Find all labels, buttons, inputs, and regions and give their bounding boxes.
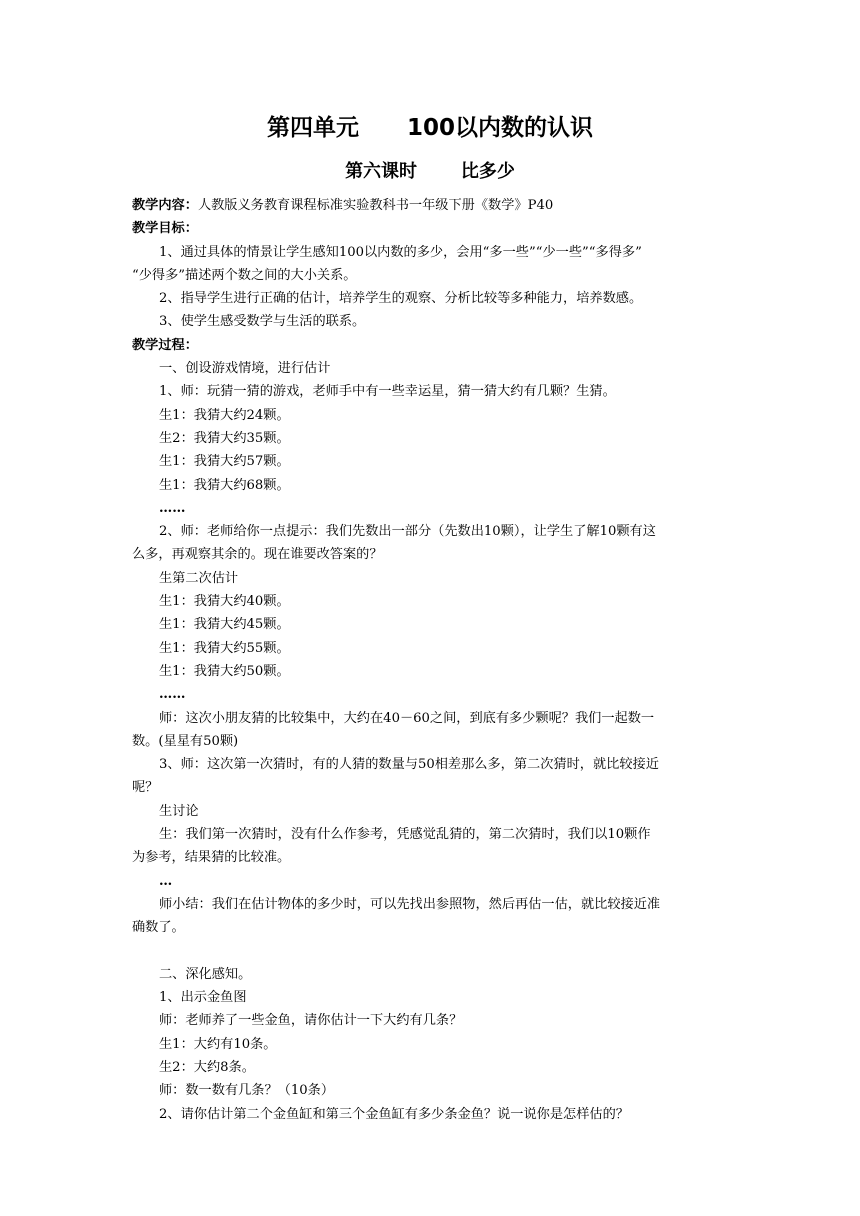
goal-1-line-2: “少得多”描述两个数之间的大小关系。 <box>132 267 357 283</box>
process-label: 教学过程： <box>132 337 198 353</box>
content-label: 教学内容： <box>132 198 198 213</box>
ellipsis: …… <box>159 687 186 703</box>
section-2-title: 二、深化感知。 <box>159 966 252 982</box>
student-answer-line-1: 生：我们第一次猜时，没有什么作参考，凭感觉乱猜的，第二次猜时，我们以10颗作 <box>159 827 651 843</box>
discussion-label: 生讨论 <box>159 803 199 819</box>
answer-line: 生2：大约8条。 <box>159 1059 255 1075</box>
goal-3: 3、使学生感受数学与生活的联系。 <box>159 314 366 330</box>
answer-line: 生1：我猜大约55颗。 <box>159 640 290 656</box>
unit-title: 第四单元 100以内数的认识 <box>266 115 594 141</box>
section-2-point-2: 2、请你估计第二个金鱼缸和第三个金鱼缸有多少条金鱼？说一说你是怎样估的？ <box>159 1106 629 1122</box>
content-line <box>132 194 732 217</box>
blank-line <box>132 940 732 963</box>
answer-line: 生1：我猜大约57颗。 <box>159 454 290 470</box>
section-1-title: 一、创设游戏情境，进行估计 <box>159 361 331 377</box>
student-answer-line-2: 为参考，结果猜的比较准。 <box>132 850 291 866</box>
content-text: 人教版义务教育课程标准实验教科书一年级下册《数学》P40 <box>197 198 554 213</box>
section-1-question-1: 1、师：玩猜一猜的游戏，老师手中有一些幸运星，猜一猜大约有几颗？生猜。 <box>159 384 616 400</box>
answer-line: 生1：大约有10条。 <box>159 1036 277 1052</box>
second-estimate-label: 生第二次估计 <box>159 570 239 586</box>
document-body <box>132 194 732 1126</box>
section-1-question-2-line-1: 2、师：老师给你一点提示：我们先数出一部分（先数出10颗），让学生了解10颗有这 <box>159 524 656 540</box>
section-2-point-1: 1、出示金鱼图 <box>159 990 247 1006</box>
section-2-teacher-1: 师：老师养了一些金鱼，请你估计一下大约有几条？ <box>159 1013 463 1029</box>
teacher-remark-line-2: 数。(星星有50颗) <box>132 733 239 749</box>
section-2-teacher-2: 师：数一数有几条？（10条） <box>159 1083 335 1099</box>
section-1-question-2-line-2: 么多，再观察其余的。现在谁要改答案的？ <box>132 547 383 563</box>
lesson-subtitle: 第六课时 比多少 <box>345 161 515 182</box>
teacher-remark-line-1: 师：这次小朋友猜的比较集中，大约在40－60之间，到底有多少颗呢？我们一起数一 <box>159 710 655 726</box>
goal-2: 2、指导学生进行正确的估计，培养学生的观察、分析比较等多种能力，培养数感。 <box>159 291 643 307</box>
summary-line-2: 确数了。 <box>132 920 185 936</box>
section-1-question-3-line-1: 3、师：这次第一次猜时，有的人猜的数量与50相差那么多，第二次猜时，就比较接近 <box>159 757 659 773</box>
answer-line: 生1：我猜大约24颗。 <box>159 407 290 423</box>
ellipsis: …… <box>159 500 186 516</box>
summary-line-1: 师小结：我们在估计物体的多少时，可以先找出参照物，然后再估一估，就比较接近准 <box>159 896 661 912</box>
answer-line: 生1：我猜大约68颗。 <box>159 477 290 493</box>
answer-line: 生1：我猜大约50颗。 <box>159 663 290 679</box>
goals-label: 教学目标： <box>132 221 198 237</box>
goal-1-line-1: 1、通过具体的情景让学生感知100以内数的多少，会用“多一些”“少一些”“多得多” <box>159 244 642 260</box>
answer-line: 生1：我猜大约40颗。 <box>159 594 290 610</box>
section-1-question-3-line-2: 呢？ <box>132 780 159 796</box>
answer-line: 生1：我猜大约45颗。 <box>159 617 290 633</box>
answer-line: 生2：我猜大约35颗。 <box>159 430 290 446</box>
ellipsis: … <box>159 873 173 889</box>
